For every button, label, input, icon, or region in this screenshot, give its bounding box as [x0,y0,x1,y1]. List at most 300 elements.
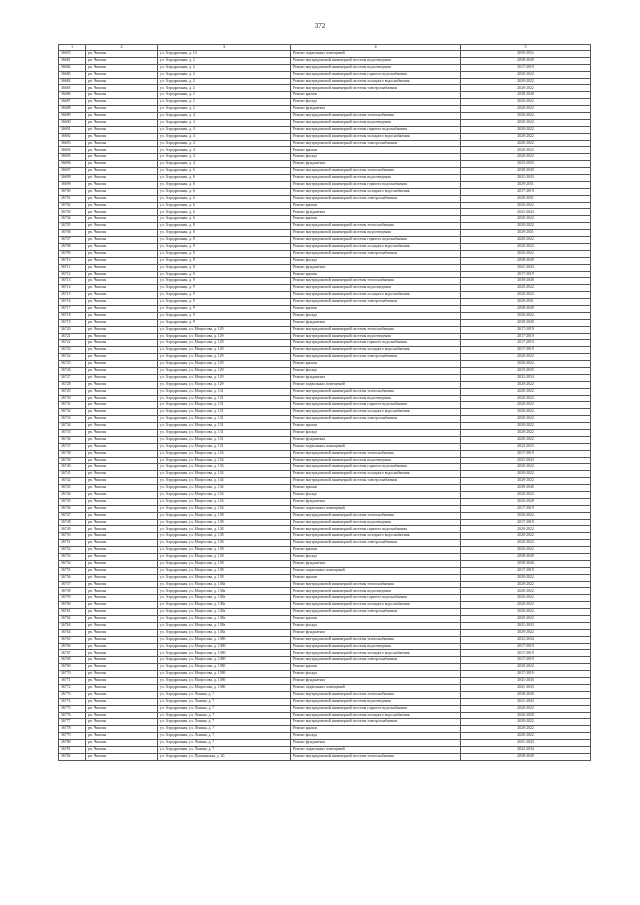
table-row [59,99,591,106]
row-number-cell: 36769 [59,664,86,671]
period-cell: 2020-2022 [461,140,591,147]
period-cell: 2020-2022 [461,616,591,623]
period-cell: 2020-2022 [461,126,591,133]
period-cell: 2029-2031 [461,181,591,188]
work-type-cell: Ремонт фундамента [291,264,461,271]
settlement-cell: рп. Чишмы [86,505,158,512]
table-row [59,381,591,388]
work-type-cell: Ремонт внутридомовой инженерной системы теплоснабжения [291,223,461,230]
period-cell: 2017-2019 [461,188,591,195]
settlement-cell: рп. Чишмы [86,374,158,381]
row-number-cell: 36734 [59,423,86,430]
work-type-cell: Ремонт внутридомовой инженерной системы водоотведения [291,698,461,705]
settlement-cell: рп. Чишмы [86,340,158,347]
settlement-cell: рп. Чишмы [86,216,158,223]
period-cell: 2017-2019 [461,271,591,278]
address-cell: ул. Аэродромная, д. 8 [158,264,291,271]
address-cell: ул. Аэродромная, д. 4 [158,140,291,147]
period-cell: 2038-2040 [461,278,591,285]
settlement-cell: рп. Чишмы [86,423,158,430]
table-row [59,113,591,120]
row-number-cell: 36688 [59,106,86,113]
table-row [59,119,591,126]
address-cell: ул. Аэродромная, д. 4 [158,113,291,120]
row-number-cell: 36726 [59,367,86,374]
address-cell: ул. Аэродромная, ул. Матросова, д. 138б [158,636,291,643]
row-number-cell: 36743 [59,485,86,492]
settlement-cell: рп. Чишмы [86,271,158,278]
table-row [59,195,591,202]
row-number-cell: 36737 [59,443,86,450]
table-row [59,622,591,629]
table-row [59,429,591,436]
settlement-cell: рп. Чишмы [86,230,158,237]
address-cell: ул. Аэродромная, д. 9 [158,319,291,326]
row-number-cell: 36722 [59,340,86,347]
table-row [59,237,591,244]
row-number-cell: 36713 [59,278,86,285]
period-cell: 2038-2040 [461,319,591,326]
period-cell: 2026-2028 [461,498,591,505]
address-cell: ул. Аэродромная, ул. Матросова, д. 134 [158,498,291,505]
address-cell: ул. Аэродромная, д. 8 [158,230,291,237]
table-row [59,85,591,92]
table-row [59,168,591,175]
period-cell: 2020-2022 [461,237,591,244]
row-number-cell: 36754 [59,560,86,567]
table-row [59,154,591,161]
period-cell: 2029-2031 [461,195,591,202]
address-cell: ул. Аэродромная, д. 9 [158,305,291,312]
row-number-cell: 36746 [59,505,86,512]
period-cell: 2020-2022 [461,133,591,140]
address-cell: ул. Аэродромная, ул. Матросова, д. 131 [158,423,291,430]
repair-schedule-table [58,44,591,761]
table-row [59,57,591,64]
column-header: 1 [59,45,86,51]
table-row [59,216,591,223]
table-row [59,753,591,760]
work-type-cell: Ремонт крыши [291,547,461,554]
work-type-cell: Ремонт внутридомовой инженерной системы горячего водоснабжения [291,181,461,188]
work-type-cell: Ремонт внутридомовой инженерной системы холодного водоснабжения [291,712,461,719]
settlement-cell: рп. Чишмы [86,223,158,230]
table-row [59,51,591,58]
row-number-cell: 36655 [59,51,86,58]
row-number-cell: 36721 [59,333,86,340]
period-cell: 2020-2022 [461,147,591,154]
work-type-cell: Ремонт внутридомовой инженерной системы водоотведения [291,395,461,402]
table-row [59,126,591,133]
settlement-cell: рп. Чишмы [86,609,158,616]
table-row [59,657,591,664]
period-cell: 2020-2022 [461,581,591,588]
address-cell: ул. Аэродромная, ул. Матросова, д. 129 [158,374,291,381]
period-cell: 2020-2022 [461,381,591,388]
table-row [59,650,591,657]
work-type-cell: Ремонт внутридомовой инженерной системы водоотведения [291,588,461,595]
work-type-cell: Ремонт внутридомовой инженерной системы горячего водоснабжения [291,402,461,409]
work-type-cell: Ремонт внутридомовой инженерной системы водоотведения [291,285,461,292]
table-row [59,140,591,147]
settlement-cell: рп. Чишмы [86,85,158,92]
table-row [59,395,591,402]
row-number-cell: 36692 [59,133,86,140]
table-row [59,643,591,650]
address-cell: ул. Аэродромная, ул. Ленина, д. 7 [158,719,291,726]
table-row [59,705,591,712]
table-row [59,485,591,492]
settlement-cell: рп. Чишмы [86,106,158,113]
settlement-cell: рп. Чишмы [86,388,158,395]
work-type-cell: Ремонт внутридомовой инженерной системы электроснабжения [291,478,461,485]
period-cell: 2020-2022 [461,423,591,430]
work-type-cell: Ремонт фасада [291,671,461,678]
period-cell: 2041-2043 [461,678,591,685]
table-row [59,188,591,195]
table-row [59,602,591,609]
row-number-cell: 36778 [59,726,86,733]
address-cell: ул. Аэродромная, ул. Матросова, д. 138 [158,547,291,554]
row-number-cell: 36742 [59,478,86,485]
period-cell: 2038-2040 [461,554,591,561]
settlement-cell: рп. Чишмы [86,671,158,678]
period-cell: 2020-2022 [461,85,591,92]
period-cell: 2020-2022 [461,395,591,402]
period-cell: 2020-2022 [461,78,591,85]
row-number-cell: 36745 [59,498,86,505]
address-cell: ул. Аэродромная, д. 4 [158,119,291,126]
period-cell: 2050-2052 [461,51,591,58]
period-cell: 2038-2040 [461,753,591,760]
row-number-cell: 36781 [59,746,86,753]
table-row [59,492,591,499]
period-cell: 2041-2043 [461,740,591,747]
table-row [59,223,591,230]
row-number-cell: 36725 [59,361,86,368]
settlement-cell: рп. Чишмы [86,278,158,285]
period-cell: 2041-2043 [461,622,591,629]
row-number-cell: 36770 [59,671,86,678]
address-cell: ул. Аэродромная, ул. Матросова, д. 131 [158,416,291,423]
period-cell: 2020-2022 [461,292,591,299]
work-type-cell: Ремонт внутридомовой инженерной системы холодного водоснабжения [291,188,461,195]
row-number-cell: 36740 [59,464,86,471]
work-type-cell: Ремонт внутридомовой инженерной системы электроснабжения [291,140,461,147]
address-cell: ул. Аэродромная, д. 2 [158,64,291,71]
row-number-cell: 36765 [59,636,86,643]
address-cell: ул. Аэродромная, д. 6 [158,216,291,223]
table-row [59,354,591,361]
table-row [59,595,591,602]
address-cell: ул. Аэродромная, д. 6 [158,195,291,202]
settlement-cell: рп. Чишмы [86,588,158,595]
settlement-cell: рп. Чишмы [86,643,158,650]
work-type-cell: Ремонт подвальных помещений [291,746,461,753]
address-cell: ул. Аэродромная, ул. Матросова, д. 131 [158,395,291,402]
settlement-cell: рп. Чишмы [86,457,158,464]
settlement-cell: рп. Чишмы [86,450,158,457]
address-cell: ул. Аэродромная, ул. Матросова, д. 138б [158,657,291,664]
column-header: 3 [158,45,291,51]
row-number-cell: 36693 [59,140,86,147]
settlement-cell: рп. Чишмы [86,243,158,250]
work-type-cell: Ремонт внутридомовой инженерной системы горячего водоснабжения [291,526,461,533]
work-type-cell: Ремонт внутридомовой инженерной системы теплоснабжения [291,326,461,333]
row-number-cell: 36735 [59,429,86,436]
settlement-cell: рп. Чишмы [86,367,158,374]
period-cell: 2020-2022 [461,409,591,416]
address-cell: ул. Аэродромная, ул. Ленина, д. 7 [158,733,291,740]
work-type-cell: Ремонт крыши [291,361,461,368]
period-cell: 2017-2019 [461,450,591,457]
settlement-cell: рп. Чишмы [86,147,158,154]
settlement-cell: рп. Чишмы [86,64,158,71]
address-cell: ул. Аэродромная, ул. Матросова, д. 138б [158,650,291,657]
settlement-cell: рп. Чишмы [86,113,158,120]
table-row [59,581,591,588]
table-row [59,305,591,312]
settlement-cell: рп. Чишмы [86,71,158,78]
work-type-cell: Ремонт крыши [291,271,461,278]
settlement-cell: рп. Чишмы [86,285,158,292]
work-type-cell: Ремонт внутридомовой инженерной системы холодного водоснабжения [291,292,461,299]
settlement-cell: рп. Чишмы [86,436,158,443]
row-number-cell: 36685 [59,85,86,92]
work-type-cell: Ремонт внутридомовой инженерной системы холодного водоснабжения [291,78,461,85]
row-number-cell: 36733 [59,416,86,423]
address-cell: ул. Аэродромная, д. 6 [158,175,291,182]
row-number-cell: 36711 [59,264,86,271]
address-cell: ул. Аэродромная, ул. Матросова, д. 138 [158,554,291,561]
table-row [59,367,591,374]
work-type-cell: Ремонт крыши [291,485,461,492]
settlement-cell: рп. Чишмы [86,595,158,602]
period-cell: 2038-2040 [461,168,591,175]
table-row [59,388,591,395]
period-cell: 2020-2022 [461,106,591,113]
work-type-cell: Ремонт внутридомовой инженерной системы теплоснабжения [291,168,461,175]
settlement-cell: рп. Чишмы [86,381,158,388]
period-cell: 2038-2040 [461,305,591,312]
table-row [59,609,591,616]
address-cell: ул. Аэродромная, ул. Матросова, д. 129 [158,326,291,333]
row-number-cell: 36748 [59,519,86,526]
row-number-cell: 36759 [59,595,86,602]
settlement-cell: рп. Чишмы [86,464,158,471]
row-number-cell: 36777 [59,719,86,726]
row-number-cell: 36717 [59,305,86,312]
address-cell: ул. Аэродромная, д. 9 [158,278,291,285]
settlement-cell: рп. Чишмы [86,250,158,257]
settlement-cell: рп. Чишмы [86,161,158,168]
work-type-cell: Ремонт фундамента [291,740,461,747]
table-row [59,540,591,547]
address-cell: ул. Аэродромная, д. 9 [158,312,291,319]
table-row [59,106,591,113]
table-row [59,361,591,368]
address-cell: ул. Аэродромная, д. 6 [158,202,291,209]
address-cell: ул. Аэродромная, д. 4 [158,161,291,168]
address-cell: ул. Аэродромная, ул. Матросова, д. 138б [158,671,291,678]
period-cell: 2020-2022 [461,478,591,485]
settlement-cell: рп. Чишмы [86,533,158,540]
table-row [59,271,591,278]
address-cell: ул. Аэродромная, ул. Матросова, д. 138а [158,629,291,636]
table-row [59,636,591,643]
period-cell: 2017-2019 [461,657,591,664]
address-cell: ул. Аэродромная, д. 8 [158,271,291,278]
table-row [59,567,591,574]
table-row [59,340,591,347]
address-cell: ул. Аэродромная, д. 2 [158,71,291,78]
address-cell: ул. Аэродромная, д. 2 [158,78,291,85]
work-type-cell: Ремонт подвальных помещений [291,567,461,574]
work-type-cell: Ремонт внутридомовой инженерной системы электроснабжения [291,299,461,306]
work-type-cell: Ремонт внутридомовой инженерной системы электроснабжения [291,719,461,726]
row-number-cell: 36763 [59,622,86,629]
address-cell: ул. Аэродромная, д. 8 [158,257,291,264]
period-cell: 2029-2031 [461,230,591,237]
period-cell: 2020-2022 [461,719,591,726]
table-row [59,402,591,409]
settlement-cell: рп. Чишмы [86,471,158,478]
settlement-cell: рп. Чишмы [86,395,158,402]
settlement-cell: рп. Чишмы [86,519,158,526]
address-cell: ул. Аэродромная, д. 8 [158,237,291,244]
period-cell: 2020-2022 [461,402,591,409]
period-cell: 2017-2019 [461,567,591,574]
work-type-cell: Ремонт подвальных помещений [291,51,461,58]
row-number-cell: 36709 [59,250,86,257]
period-cell: 2017-2019 [461,340,591,347]
work-type-cell: Ремонт крыши [291,616,461,623]
settlement-cell: рп. Чишмы [86,574,158,581]
address-cell: ул. Аэродромная, ул. Матросова, д. 138 [158,574,291,581]
work-type-cell: Ремонт внутридомовой инженерной системы холодного водоснабжения [291,347,461,354]
row-number-cell: 36739 [59,457,86,464]
settlement-cell: рп. Чишмы [86,691,158,698]
period-cell: 2020-2022 [461,416,591,423]
work-type-cell: Ремонт внутридомовой инженерной системы электроснабжения [291,250,461,257]
period-cell: 2041-2043 [461,698,591,705]
row-number-cell: 36750 [59,533,86,540]
row-number-cell: 36758 [59,588,86,595]
period-cell: 2020-2022 [461,664,591,671]
settlement-cell: рп. Чишмы [86,319,158,326]
settlement-cell: рп. Чишмы [86,188,158,195]
period-cell: 2020-2022 [461,609,591,616]
work-type-cell: Ремонт фундамента [291,629,461,636]
table-row [59,533,591,540]
address-cell: ул. Аэродромная, д. 8 [158,250,291,257]
settlement-cell: рп. Чишмы [86,202,158,209]
work-type-cell: Ремонт внутридомовой инженерной системы водоотведения [291,643,461,650]
table-row [59,616,591,623]
row-number-cell: 36780 [59,740,86,747]
row-number-cell: 36716 [59,299,86,306]
address-cell: ул. Аэродромная, ул. Матросова, д. 134 [158,450,291,457]
settlement-cell: рп. Чишмы [86,540,158,547]
period-cell: 2020-2022 [461,705,591,712]
period-cell: 2020-2022 [461,250,591,257]
settlement-cell: рп. Чишмы [86,257,158,264]
work-type-cell: Ремонт фасада [291,554,461,561]
work-type-cell: Ремонт внутридомовой инженерной системы водоотведения [291,57,461,64]
row-number-cell: 36695 [59,154,86,161]
row-number-cell: 36699 [59,181,86,188]
work-type-cell: Ремонт фундамента [291,498,461,505]
row-number-cell: 36723 [59,347,86,354]
work-type-cell: Ремонт внутридомовой инженерной системы холодного водоснабжения [291,602,461,609]
row-number-cell: 36724 [59,354,86,361]
row-number-cell: 36774 [59,698,86,705]
table-row [59,554,591,561]
work-type-cell: Ремонт внутридомовой инженерной системы теплоснабжения [291,278,461,285]
address-cell: ул. Аэродромная, ул. Матросова, д. 131 [158,388,291,395]
address-cell: ул. Аэродромная, д. 2 [158,85,291,92]
work-type-cell: Ремонт внутридомовой инженерной системы горячего водоснабжения [291,237,461,244]
address-cell: ул. Аэродромная, д. 6 [158,168,291,175]
work-type-cell: Ремонт внутридомовой инженерной системы холодного водоснабжения [291,650,461,657]
address-cell: ул. Аэродромная, ул. Матросова, д. 131 [158,436,291,443]
settlement-cell: рп. Чишмы [86,657,158,664]
settlement-cell: рп. Чишмы [86,753,158,760]
work-type-cell: Ремонт крыши [291,147,461,154]
period-cell: 2020-2022 [461,464,591,471]
row-number-cell: 36684 [59,78,86,85]
table-row [59,505,591,512]
work-type-cell: Ремонт внутридомовой инженерной системы горячего водоснабжения [291,595,461,602]
address-cell: ул. Аэродромная, ул. Ленина, д. 7 [158,712,291,719]
table-row [59,278,591,285]
work-type-cell: Ремонт внутридомовой инженерной системы водоотведения [291,333,461,340]
work-type-cell: Ремонт крыши [291,216,461,223]
settlement-cell: рп. Чишмы [86,478,158,485]
period-cell: 2020-2022 [461,285,591,292]
settlement-cell: рп. Чишмы [86,560,158,567]
address-cell: ул. Аэродромная, ул. Матросова, д. 131 [158,402,291,409]
settlement-cell: рп. Чишмы [86,402,158,409]
period-cell: 2020-2022 [461,243,591,250]
row-number-cell: 36701 [59,195,86,202]
address-cell: ул. Аэродромная, ул. Матросова, д. 138 [158,560,291,567]
row-number-cell: 36751 [59,540,86,547]
settlement-cell: рп. Чишмы [86,175,158,182]
work-type-cell: Ремонт крыши [291,574,461,581]
period-cell: 2017-2019 [461,650,591,657]
work-type-cell: Ремонт фасада [291,257,461,264]
row-number-cell: 36712 [59,271,86,278]
period-cell: 2023-2025 [461,161,591,168]
row-number-cell: 36782 [59,753,86,760]
settlement-cell: рп. Чишмы [86,292,158,299]
work-type-cell: Ремонт внутридомовой инженерной системы водоотведения [291,230,461,237]
row-number-cell: 36691 [59,126,86,133]
settlement-cell: рп. Чишмы [86,154,158,161]
table-row [59,698,591,705]
settlement-cell: рп. Чишмы [86,264,158,271]
table-row [59,292,591,299]
row-number-cell: 36718 [59,312,86,319]
period-cell: 2023-2025 [461,367,591,374]
work-type-cell: Ремонт внутридомовой инженерной системы электроснабжения [291,609,461,616]
table-row [59,147,591,154]
address-cell: ул. Аэродромная, ул. Матросова, д. 138а [158,581,291,588]
work-type-cell: Ремонт фундамента [291,209,461,216]
address-cell: ул. Аэродромная, ул. Матросова, д. 129 [158,340,291,347]
work-type-cell: Ремонт внутридомовой инженерной системы электроснабжения [291,85,461,92]
